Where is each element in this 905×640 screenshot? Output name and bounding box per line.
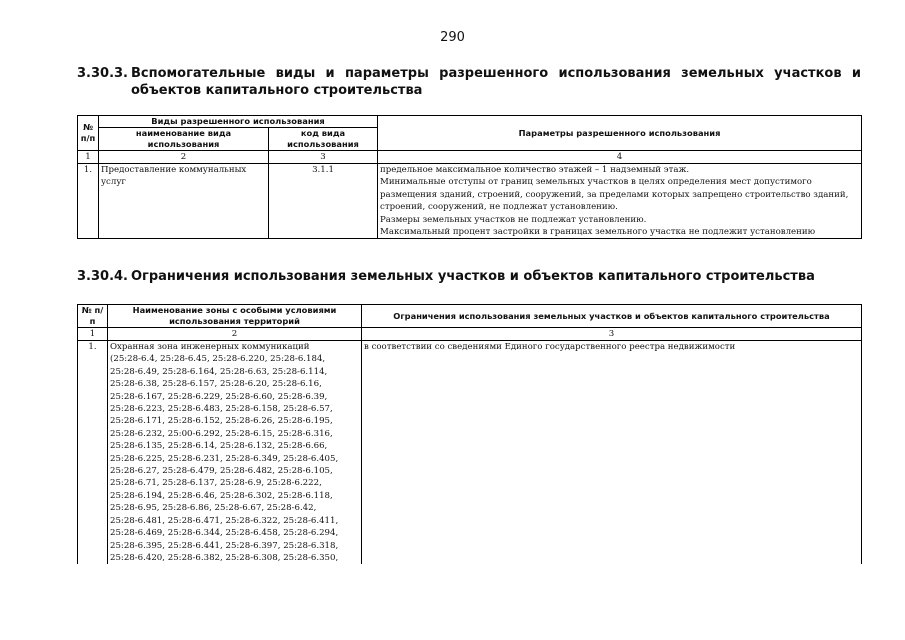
header-restrictions: Ограничения использования земельных участков и объектов капитального строительства	[362, 305, 862, 328]
zone-line: 25:28-6.49, 25:28-6.164, 25:28-6.63, 25:28-6.114,	[110, 366, 328, 377]
param-line: предельное максимальное количество этажей – 1 надземный этаж.	[380, 165, 690, 175]
zone-line: 25:28-6.395, 25:28-6.441, 25:28-6.397, 25:28-6.318,	[110, 540, 339, 551]
zone-line: 25:28-6.225, 25:28-6.231, 25:28-6.349, 25:28-6.405,	[110, 453, 339, 464]
section-heading-restrictions	[77, 268, 861, 285]
column-number: 2	[99, 151, 269, 164]
column-number-row	[78, 151, 862, 164]
use-name: Предоставление коммунальных услуг	[99, 164, 269, 239]
header-uses-group: Виды разрешенного использования	[99, 116, 378, 128]
restriction-text: в соответствии со сведениями Единого государственного реестра недвижимости	[362, 341, 862, 565]
zone-line: 25:28-6.135, 25:28-6.14, 25:28-6.132, 25:28-6.66,	[110, 441, 328, 452]
permitted-uses-table	[77, 115, 862, 239]
zone-line: 25:28-6.469, 25:28-6.344, 25:28-6.458, 25:28-6.294,	[110, 528, 339, 539]
header-zone: Наименование зоны с особыми условиями использования территорий	[108, 305, 362, 328]
table-row	[78, 341, 862, 565]
column-number: 2	[108, 328, 362, 341]
param-line: Максимальный процент застройки в границах земельного участка не подлежит установлению	[380, 227, 816, 238]
param-line: Размеры земельных участков не подлежат установлению.	[380, 214, 647, 225]
table-row	[78, 164, 862, 239]
use-code: 3.1.1	[269, 164, 378, 239]
row-num: 1.	[78, 341, 108, 565]
zone-line: 25:28-6.27, 25:28-6.479, 25:28-6.482, 25:28-6.105,	[110, 466, 333, 477]
restrictions-table	[77, 304, 862, 564]
column-number: 3	[269, 151, 378, 164]
zone-name	[108, 341, 362, 565]
section-title: Ограничения использования земельных участков и объектов капитального строительства	[131, 269, 815, 284]
section-title: Вспомогательные виды и параметры разрешенного использования земельных участков и объектов капитального строительства	[131, 66, 861, 98]
row-num: 1.	[78, 164, 99, 239]
column-number: 4	[378, 151, 862, 164]
header-use-code: код вида использования	[269, 128, 378, 151]
param-line: Минимальные отступы от границ земельных участков в целях определения мест допустимого размещения зданий, строений, сооружений, за пределами которых запрещено строительство зданий, строений, сооружений, не подлежат установлению.	[380, 177, 849, 213]
zone-line: 25:28-6.38, 25:28-6.157, 25:28-6.20, 25:28-6.16,	[110, 379, 322, 390]
use-params	[378, 164, 862, 239]
zone-line: 25:28-6.194, 25:28-6.46, 25:28-6.302, 25:28-6.118,	[110, 490, 333, 501]
zone-line: 25:28-6.71, 25:28-6.137, 25:28-6.9, 25:28-6.222,	[110, 478, 322, 489]
column-number: 1	[78, 151, 99, 164]
column-number-row	[78, 328, 862, 341]
zone-line: 25:28-6.171, 25:28-6.152, 25:28-6.26, 25:28-6.195,	[110, 416, 333, 427]
section-number: 3.30.4.	[77, 269, 128, 284]
header-num: № п/п	[78, 116, 99, 151]
header-use-name: наименование вида использования	[99, 128, 269, 151]
zone-line: 25:28-6.167, 25:28-6.229, 25:28-6.60, 25:28-6.39,	[110, 391, 328, 402]
zone-line: 25:28-6.481, 25:28-6.471, 25:28-6.322, 25:28-6.411,	[110, 515, 339, 526]
section-heading-auxiliary-uses	[77, 65, 861, 99]
section-number: 3.30.3.	[77, 66, 128, 81]
zone-line: (25:28-6.4, 25:28-6.45, 25:28-6.220, 25:28-6.184,	[110, 354, 326, 365]
zone-line: 25:28-6.420, 25:28-6.382, 25:28-6.308, 25:28-6.350,	[110, 552, 339, 563]
page-number: 290	[440, 30, 465, 45]
header-params: Параметры разрешенного использования	[378, 116, 862, 151]
column-number: 1	[78, 328, 108, 341]
zone-line: Охранная зона инженерных коммуникаций	[110, 342, 310, 352]
zone-line: 25:28-6.95, 25:28-6.86, 25:28-6.67, 25:28-6.42,	[110, 503, 317, 514]
zone-line: 25:28-6.232, 25:00-6.292, 25:28-6.15, 25:28-6.316,	[110, 428, 333, 439]
zone-line: 25:28-6.223, 25:28-6.483, 25:28-6.158, 25:28-6.57,	[110, 404, 333, 415]
header-num: № п/п	[78, 305, 108, 328]
column-number: 3	[362, 328, 862, 341]
